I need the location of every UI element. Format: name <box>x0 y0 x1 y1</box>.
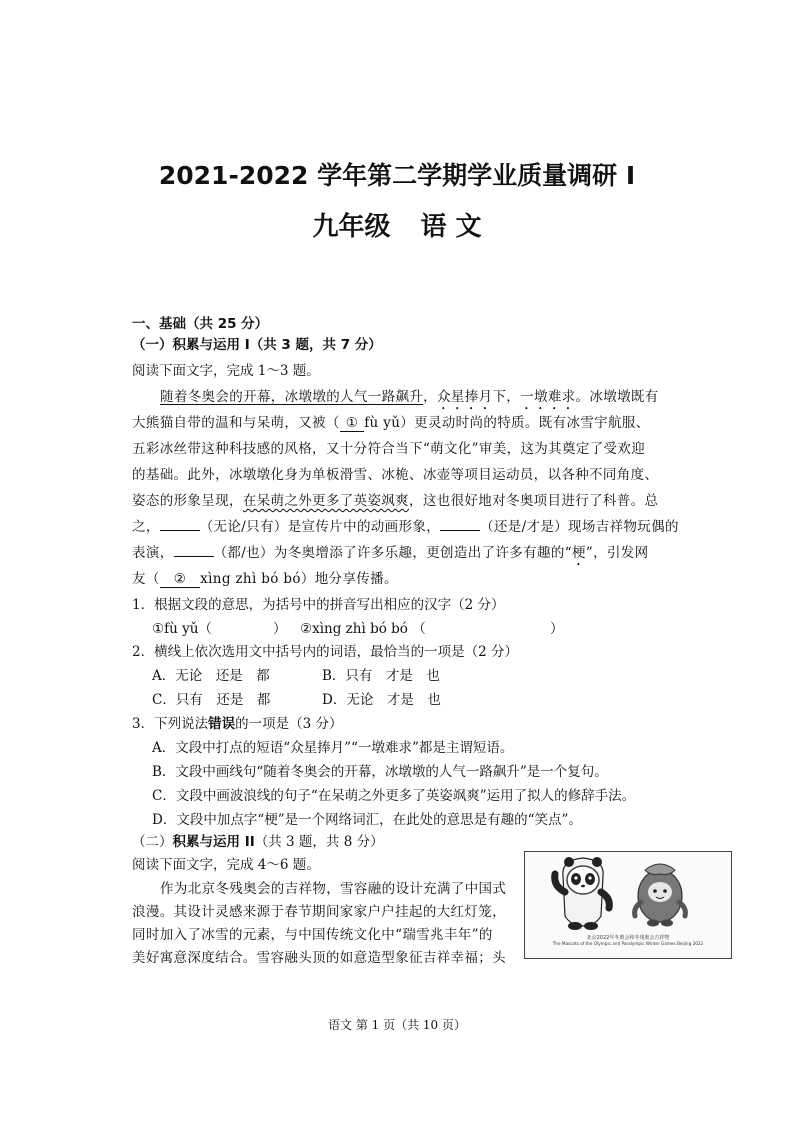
dotted-char: 梗 <box>571 545 586 561</box>
passage-1-line-3: 五彩冰丝带这种科技感的风格，又十分符合当下“萌文化”审美，这为其奠定了受欢迎 <box>132 441 646 457</box>
figure-caption-en: The Mascots of the Olympic and Paralympic Winter Games Beijing 2022 <box>552 941 704 946</box>
part-2-heading: （二）积累与运用 II（共 3 题，共 8 分） <box>132 834 384 850</box>
question-1-answer-a-close: ） <box>273 621 287 637</box>
passage-2-line-1: 作为北京冬残奥会的吉祥物，雪容融的设计充满了中国式 <box>160 881 507 897</box>
question-3-option-c[interactable]: C．文段中画波浪线的句子“在呆萌之外更多了英姿飒爽”运用了拟人的修辞手法。 <box>152 788 636 804</box>
wavy-underlined-phrase: 在呆萌之外更多了英姿飒爽 <box>242 493 410 509</box>
exam-subtitle <box>0 206 794 243</box>
passage-1-line-1: 随着冬奥会的开幕，冰墩墩的人气一路飙升，众星捧月下，一墩难求。冰墩墩既有 <box>160 389 659 405</box>
passage-1-line-5: 姿态的形象呈现，在呆萌之外更多了英姿飒爽，这也很好地对冬奥项目进行了科普。总 <box>132 493 659 509</box>
question-1-answer-b-close: ） <box>550 621 564 637</box>
mascot-illustration <box>525 852 731 934</box>
passage-2-line-2: 浪漫。其设计灵感来源于春节期间家家户户挂起的大红灯笼， <box>132 904 506 920</box>
passage-2-line-3: 同时加入了冰雪的元素，与中国传统文化中“瑞雪兆丰年”的 <box>132 927 493 943</box>
passage-1-line-2: 大熊猫自带的温和与呆萌，又被（ ① fù yǔ）更灵动时尚的特质。既有冰雪宇航服、 <box>132 415 650 431</box>
fill-blank-1[interactable] <box>160 518 200 531</box>
figure-caption-cn: 北京2022年冬奥会和冬残奥会吉祥物 <box>586 935 670 941</box>
blank-marker-1: ① <box>340 415 364 432</box>
question-3-stem: 3．下列说法错误的一项是（3 分） <box>132 716 343 732</box>
question-2-option-a[interactable]: A．无论 还是 都 <box>152 668 270 684</box>
dotted-phrase-1: 众星捧月 <box>437 389 493 405</box>
fill-blank-3[interactable] <box>174 544 214 557</box>
underlined-sentence: 随着冬奥会的开幕，冰墩墩的人气一路飙升 <box>160 389 424 405</box>
question-1-answer-a-label: ①fù yǔ（ <box>152 621 212 637</box>
exam-title: 2021-2022 学年第二学期学业质量调研 I <box>158 161 636 190</box>
grade-label: 九年级 <box>312 212 391 242</box>
question-2-stem: 2．横线上依次选用文中括号内的词语，最恰当的一项是（2 分） <box>132 644 518 660</box>
passage-1-line-4: 的基础。此外，冰墩墩化身为单板滑雪、冰桅、冰壶等项目运动员，以各种不同角度、 <box>132 467 659 483</box>
blank-marker-2: ② <box>160 571 200 588</box>
question-3-option-a[interactable]: A．文段中打点的短语“众星捧月”“一墩难求”都是主谓短语。 <box>152 740 514 756</box>
part-2-instruction: 阅读下面文字，完成 4～6 题。 <box>132 857 320 873</box>
lantern-mascot-icon <box>635 864 686 927</box>
question-2-option-b[interactable]: B．只有 才是 也 <box>322 668 440 684</box>
passage-1-line-6: 之， （无论/只有）是宣传片中的动画形象， （还是/才是）现场吉祥物玩偶的 <box>132 519 679 535</box>
mascot-figure <box>524 851 732 959</box>
passage-1-line-8: 友（ ② xìng zhì bó bó）地分享传播。 <box>132 571 398 587</box>
page-footer: 语文 第 1 页（共 10 页） <box>328 1018 466 1032</box>
dotted-phrase-2: 一墩难求 <box>520 389 576 405</box>
section-1-heading: 一、基础（共 25 分） <box>132 316 269 332</box>
question-2-option-d[interactable]: D．无论 才是 也 <box>322 692 441 708</box>
question-1-answer-b-label: ②xìng zhì bó bó （ <box>300 621 426 637</box>
panda-mascot-icon <box>555 857 610 930</box>
question-2-option-c[interactable]: C．只有 还是 都 <box>152 692 271 708</box>
question-1-stem: 1．根据文段的意思，为括号中的拼音写出相应的汉字（2 分） <box>132 597 505 613</box>
passage-2-line-4: 美好寓意深度结合。雪容融头顶的如意造型象征吉祥幸福；头 <box>132 950 506 966</box>
passage-1-line-7: 表演， （都/也）为冬奥增添了许多乐趣，更创造出了许多有趣的“梗”，引发网 <box>132 545 649 561</box>
part-1-heading: （一）积累与运用 I（共 3 题，共 7 分） <box>132 337 382 353</box>
fill-blank-2[interactable] <box>440 518 480 531</box>
question-3-option-b[interactable]: B．文段中画线句“随着冬奥会的开幕，冰墩墩的人气一路飙升”是一个复句。 <box>152 764 608 780</box>
part-1-instruction: 阅读下面文字，完成 1～3 题。 <box>132 363 320 379</box>
subject-label: 语 文 <box>420 212 482 242</box>
question-3-option-d[interactable]: D．文段中加点字“梗”是一个网络词汇，在此处的意思是有趣的“笑点”。 <box>152 812 582 828</box>
